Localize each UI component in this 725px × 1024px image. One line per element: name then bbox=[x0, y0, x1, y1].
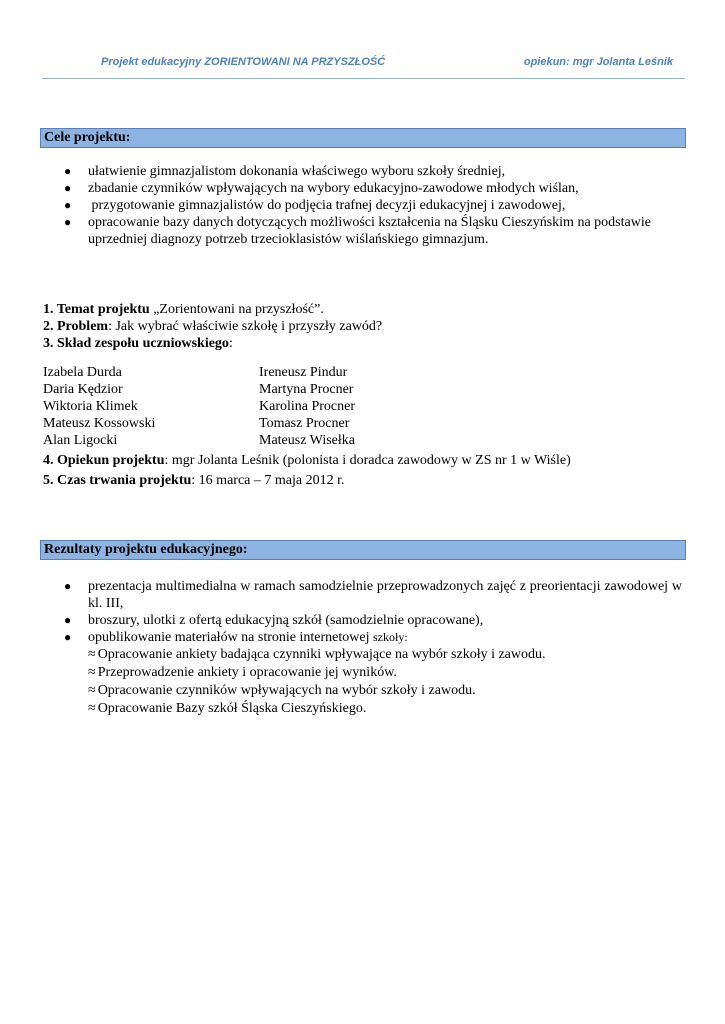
result-subitem: ≈ Przeprowadzenie ankiety i opracowanie jej wyników. bbox=[88, 665, 397, 680]
member-name: Ireneusz Pindur bbox=[259, 365, 348, 380]
approx-bullet-icon: ≈ bbox=[88, 665, 96, 680]
duration-line: 5. Czas trwania projektu: 16 marca – 7 maja 2012 r. bbox=[43, 473, 345, 489]
project-info bbox=[43, 301, 683, 353]
member-name: Martyna Procner bbox=[259, 382, 354, 397]
members-column-1 bbox=[43, 364, 155, 449]
result-subitem: ≈ Opracowanie czynników wpływających na wybór szkoły i zawodu. bbox=[88, 683, 476, 698]
approx-bullet-icon: ≈ bbox=[88, 647, 96, 662]
results-heading: Rezultaty projektu edukacyjnego: bbox=[40, 540, 686, 560]
member-name: Daria Kędzior bbox=[43, 382, 123, 397]
page-header bbox=[42, 56, 685, 76]
bullet-icon: ● bbox=[64, 613, 72, 627]
approx-bullet-icon: ≈ bbox=[88, 683, 96, 698]
approx-bullet-icon: ≈ bbox=[88, 701, 96, 716]
team-line: 3. Skład zespołu uczniowskiego: bbox=[43, 336, 233, 352]
supervisor-line: 4. Opiekun projektu: mgr Jolanta Leśnik (polonista i doradca zawodowy w ZS nr 1 w Wiśle) bbox=[43, 453, 571, 468]
bullet-icon: ● bbox=[64, 630, 72, 644]
project-info-bottom bbox=[43, 452, 683, 489]
result-item: ● opublikowanie materiałów na stronie internetowej szkoły: bbox=[64, 630, 408, 645]
topic-line: 1. Temat projektu „Zorientowani na przyszłość”. bbox=[43, 302, 324, 317]
goals-heading: Cele projektu: bbox=[40, 128, 686, 148]
goal-item: ● zbadanie czynników wpływających na wybory edukacyjno-zawodowe młodych wiślan, bbox=[64, 181, 579, 196]
member-name: Mateusz Wisełka bbox=[259, 433, 355, 448]
goal-item: ● przygotowanie gimnazjalistów do podjęcia trafnej decyzji edukacyjnej i zawodowej, bbox=[64, 198, 566, 213]
result-subitem: ≈ Opracowanie ankiety badająca czynniki wpływające na wybór szkoły i zawodu. bbox=[88, 647, 546, 662]
bullet-icon: ● bbox=[64, 198, 72, 212]
member-name: Wiktoria Klimek bbox=[43, 399, 138, 414]
bullet-icon: ● bbox=[64, 181, 72, 195]
header-divider bbox=[42, 78, 685, 79]
member-name: Mateusz Kossowski bbox=[43, 416, 156, 431]
result-item: ● broszury, ulotki z ofertą edukacyjną szkół (samodzielnie opracowane), bbox=[64, 613, 484, 628]
member-name: Tomasz Procner bbox=[259, 416, 350, 431]
goal-item: ● opracowanie bazy danych dotyczących możliwości kształcenia na Śląsku Cieszyńskim na podstawie uprzedniej diagnozy potrzeb trzecioklasistów wiślańskiego gimnazjum. bbox=[64, 215, 651, 247]
header-project-title: Projekt edukacyjny ZORIENTOWANI NA PRZYSZŁOŚĆ bbox=[101, 56, 386, 68]
problem-line: 2. Problem: Jak wybrać właściwie szkołę i przyszły zawód? bbox=[43, 319, 383, 335]
result-item: ● prezentacja multimedialna w ramach samodzielnie przeprowadzonych zajęć z preorientacji zawodowej w kl. III, bbox=[64, 579, 682, 611]
goals-list bbox=[60, 163, 682, 248]
members-column-2 bbox=[259, 364, 355, 449]
result-subitem: ≈ Opracowanie Bazy szkół Śląska Cieszyńskiego. bbox=[88, 701, 367, 716]
bullet-icon: ● bbox=[64, 215, 72, 229]
member-name: Karolina Procner bbox=[259, 399, 356, 414]
results-list bbox=[60, 578, 682, 718]
header-supervisor: opiekun: mgr Jolanta Leśnik bbox=[523, 56, 673, 68]
bullet-icon: ● bbox=[64, 579, 72, 593]
member-name: Izabela Durda bbox=[43, 365, 122, 380]
bullet-icon: ● bbox=[64, 164, 72, 178]
goal-item: ● ułatwienie gimnazjalistom dokonania właściwego wyboru szkoły średniej, bbox=[64, 164, 506, 179]
member-name: Alan Ligocki bbox=[43, 433, 118, 448]
